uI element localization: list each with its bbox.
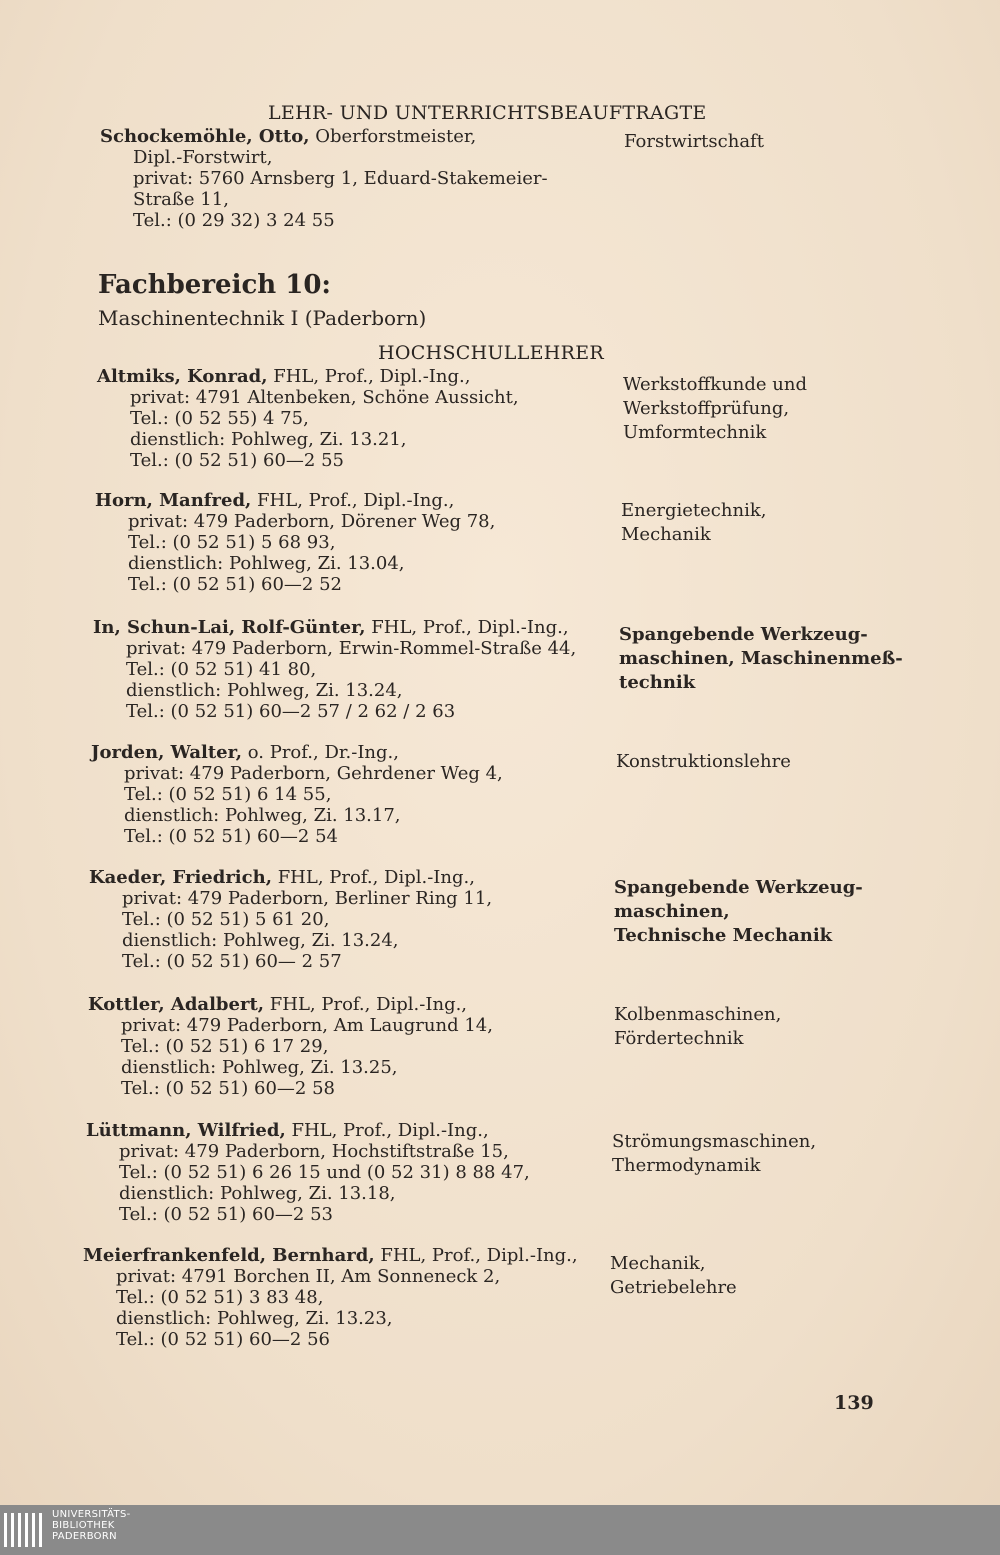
- entry-line: Tel.: (0 52 51) 60—2 56: [116, 1329, 330, 1350]
- staff-entry: [97, 366, 519, 471]
- entry-line: privat: 479 Paderborn, Hochstiftstraße 15,: [119, 1141, 509, 1162]
- entry-line: Tel.: (0 52 51) 60—2 57 / 2 62 / 2 63: [126, 701, 456, 722]
- staff-entry: [83, 1245, 578, 1350]
- entry-line: privat: 479 Paderborn, Am Laugrund 14,: [121, 1015, 493, 1036]
- footer-line: BIBLIOTHEK: [52, 1520, 115, 1531]
- subject-line: maschinen, Maschinenmeß-: [619, 648, 903, 669]
- entry-title: FHL, Prof., Dipl.-Ing.,: [285, 1120, 489, 1141]
- entry-subject: [616, 750, 791, 774]
- first-entry: [100, 126, 548, 231]
- subject-line: Werkstoffprüfung,: [623, 398, 790, 419]
- entry-title: FHL, Prof., Dipl.-Ing.,: [365, 617, 569, 638]
- entry-line: Tel.: (0 29 32) 3 24 55: [133, 210, 335, 231]
- entry-line: Tel.: (0 52 51) 60—2 52: [128, 574, 342, 595]
- entry-title: Oberforstmeister,: [309, 126, 477, 147]
- entry-name: Lüttmann, Wilfried,: [86, 1120, 286, 1141]
- entry-line: dienstlich: Pohlweg, Zi. 13.18,: [119, 1183, 396, 1204]
- subject-line: Getriebelehre: [610, 1277, 737, 1298]
- entry-line: Tel.: (0 52 51) 5 68 93,: [128, 532, 336, 553]
- section-title: HOCHSCHULLEHRER: [378, 342, 605, 364]
- entry-line: Tel.: (0 52 55) 4 75,: [130, 408, 309, 429]
- entry-title: FHL, Prof., Dipl.-Ing.,: [374, 1245, 578, 1266]
- entry-line: Tel.: (0 52 51) 3 83 48,: [116, 1287, 324, 1308]
- entry-name-line: [91, 742, 503, 763]
- entry-line: Tel.: (0 52 51) 5 61 20,: [122, 909, 330, 930]
- staff-entry: [91, 742, 503, 847]
- entry-line: Tel.: (0 52 51) 6 17 29,: [121, 1036, 329, 1057]
- subject-line: technik: [619, 672, 696, 693]
- subject-line: Mechanik,: [610, 1253, 706, 1274]
- entry-line: Straße 11,: [133, 189, 229, 210]
- library-logo-icon: [4, 1513, 42, 1549]
- entry-line: dienstlich: Pohlweg, Zi. 13.24,: [122, 930, 399, 951]
- entry-title: o. Prof., Dr.-Ing.,: [242, 742, 399, 763]
- entry-name-line: [93, 617, 576, 638]
- entry-name: Schockemöhle, Otto,: [100, 126, 310, 147]
- subject-line: Mechanik: [621, 524, 711, 545]
- entry-line: privat: 479 Paderborn, Gehrdener Weg 4,: [124, 763, 503, 784]
- entry-line: privat: 479 Paderborn, Berliner Ring 11,: [122, 888, 493, 909]
- entry-line: dienstlich: Pohlweg, Zi. 13.21,: [130, 429, 407, 450]
- entry-line: dienstlich: Pohlweg, Zi. 13.04,: [128, 553, 405, 574]
- entry-title: FHL, Prof., Dipl.-Ing.,: [264, 994, 468, 1015]
- entry-line: privat: 4791 Altenbeken, Schöne Aussicht,: [130, 387, 519, 408]
- entry-line: Tel.: (0 52 51) 60— 2 57: [122, 951, 342, 972]
- entry-name: Kottler, Adalbert,: [88, 994, 265, 1015]
- subject-line: Werkstoffkunde und: [623, 374, 807, 395]
- entry-name: Kaeder, Friedrich,: [89, 867, 272, 888]
- entry-name-line: [86, 1120, 530, 1141]
- entry-line: Tel.: (0 52 51) 6 14 55,: [124, 784, 332, 805]
- subject-line: Spangebende Werkzeug-: [619, 624, 868, 645]
- staff-entry: [93, 617, 576, 722]
- entry-subject: [614, 1003, 781, 1051]
- footer-line: PADERBORN: [52, 1531, 117, 1542]
- footer-line: UNIVERSITÄTS-: [52, 1509, 131, 1520]
- entry-line: dienstlich: Pohlweg, Zi. 13.25,: [121, 1057, 398, 1078]
- entry-line: dienstlich: Pohlweg, Zi. 13.23,: [116, 1308, 393, 1329]
- entry-line: Tel.: (0 52 51) 60—2 54: [124, 826, 338, 847]
- subject-line: Forstwirtschaft: [624, 131, 764, 152]
- page-number: 139: [834, 1392, 874, 1414]
- staff-entry: [86, 1120, 530, 1225]
- subject-line: Konstruktionslehre: [616, 751, 791, 772]
- subject-line: Fördertechnik: [614, 1028, 744, 1049]
- subject-line: Technische Mechanik: [614, 925, 833, 946]
- staff-entry: [88, 994, 493, 1099]
- entry-name: Altmiks, Konrad,: [97, 366, 268, 387]
- fachbereich-subtitle: Maschinentechnik I (Paderborn): [98, 306, 427, 330]
- entry-line: privat: 479 Paderborn, Erwin-Rommel-Straße 44,: [126, 638, 577, 659]
- entry-line: Tel.: (0 52 51) 60—2 53: [119, 1204, 333, 1225]
- subject-line: maschinen,: [614, 901, 730, 922]
- entry-name-line: [83, 1245, 578, 1266]
- entry-line: privat: 5760 Arnsberg 1, Eduard-Stakemeier-: [133, 168, 548, 189]
- entry-line: Tel.: (0 52 51) 6 26 15 und (0 52 31) 8 88 47,: [119, 1162, 530, 1183]
- entry-name: Meierfrankenfeld, Bernhard,: [83, 1245, 375, 1266]
- entry-title: FHL, Prof., Dipl.-Ing.,: [251, 490, 455, 511]
- entry-subject: [623, 373, 807, 445]
- subject-line: Strömungsmaschinen,: [612, 1131, 817, 1152]
- entry-name-line: [95, 490, 495, 511]
- entry-line: privat: 479 Paderborn, Dörener Weg 78,: [128, 511, 496, 532]
- entry-title: FHL, Prof., Dipl.-Ing.,: [267, 366, 471, 387]
- staff-entry: [89, 867, 492, 972]
- entry-subject: [621, 499, 766, 547]
- subject-line: Thermodynamik: [612, 1155, 761, 1176]
- entry-line: Dipl.-Forstwirt,: [133, 147, 273, 168]
- entry-name-line: [97, 366, 519, 387]
- subject-line: Energietechnik,: [621, 500, 767, 521]
- entry-subject: [610, 1252, 737, 1300]
- entry-name-line: [88, 994, 493, 1015]
- subject-line: Umformtechnik: [623, 422, 767, 443]
- fachbereich-title: Fachbereich 10:: [98, 270, 332, 300]
- library-name: [52, 1509, 131, 1542]
- entry-subject: [612, 1130, 816, 1178]
- entry-line: dienstlich: Pohlweg, Zi. 13.17,: [124, 805, 401, 826]
- entry-title: FHL, Prof., Dipl.-Ing.,: [271, 867, 475, 888]
- section-header: LEHR- UND UNTERRICHTSBEAUFTRAGTE: [268, 102, 707, 124]
- entry-line: Tel.: (0 52 51) 60—2 58: [121, 1078, 335, 1099]
- subject-line: Spangebende Werkzeug-: [614, 877, 863, 898]
- entry-name: Jorden, Walter,: [91, 742, 243, 763]
- entry-subject: [614, 876, 863, 948]
- entry-line: dienstlich: Pohlweg, Zi. 13.24,: [126, 680, 403, 701]
- entry-name-line: [89, 867, 492, 888]
- entry-line: privat: 4791 Borchen II, Am Sonneneck 2,: [116, 1266, 501, 1287]
- first-entry-subject: [624, 130, 764, 154]
- entry-name: Horn, Manfred,: [95, 490, 252, 511]
- staff-entry: [95, 490, 495, 595]
- entry-line: Tel.: (0 52 51) 60—2 55: [130, 450, 344, 471]
- entry-name: In, Schun-Lai, Rolf-Günter,: [93, 617, 366, 638]
- entry-subject: [619, 623, 903, 695]
- library-footer: [0, 1505, 1000, 1555]
- subject-line: Kolbenmaschinen,: [614, 1004, 782, 1025]
- entry-line: Tel.: (0 52 51) 41 80,: [126, 659, 317, 680]
